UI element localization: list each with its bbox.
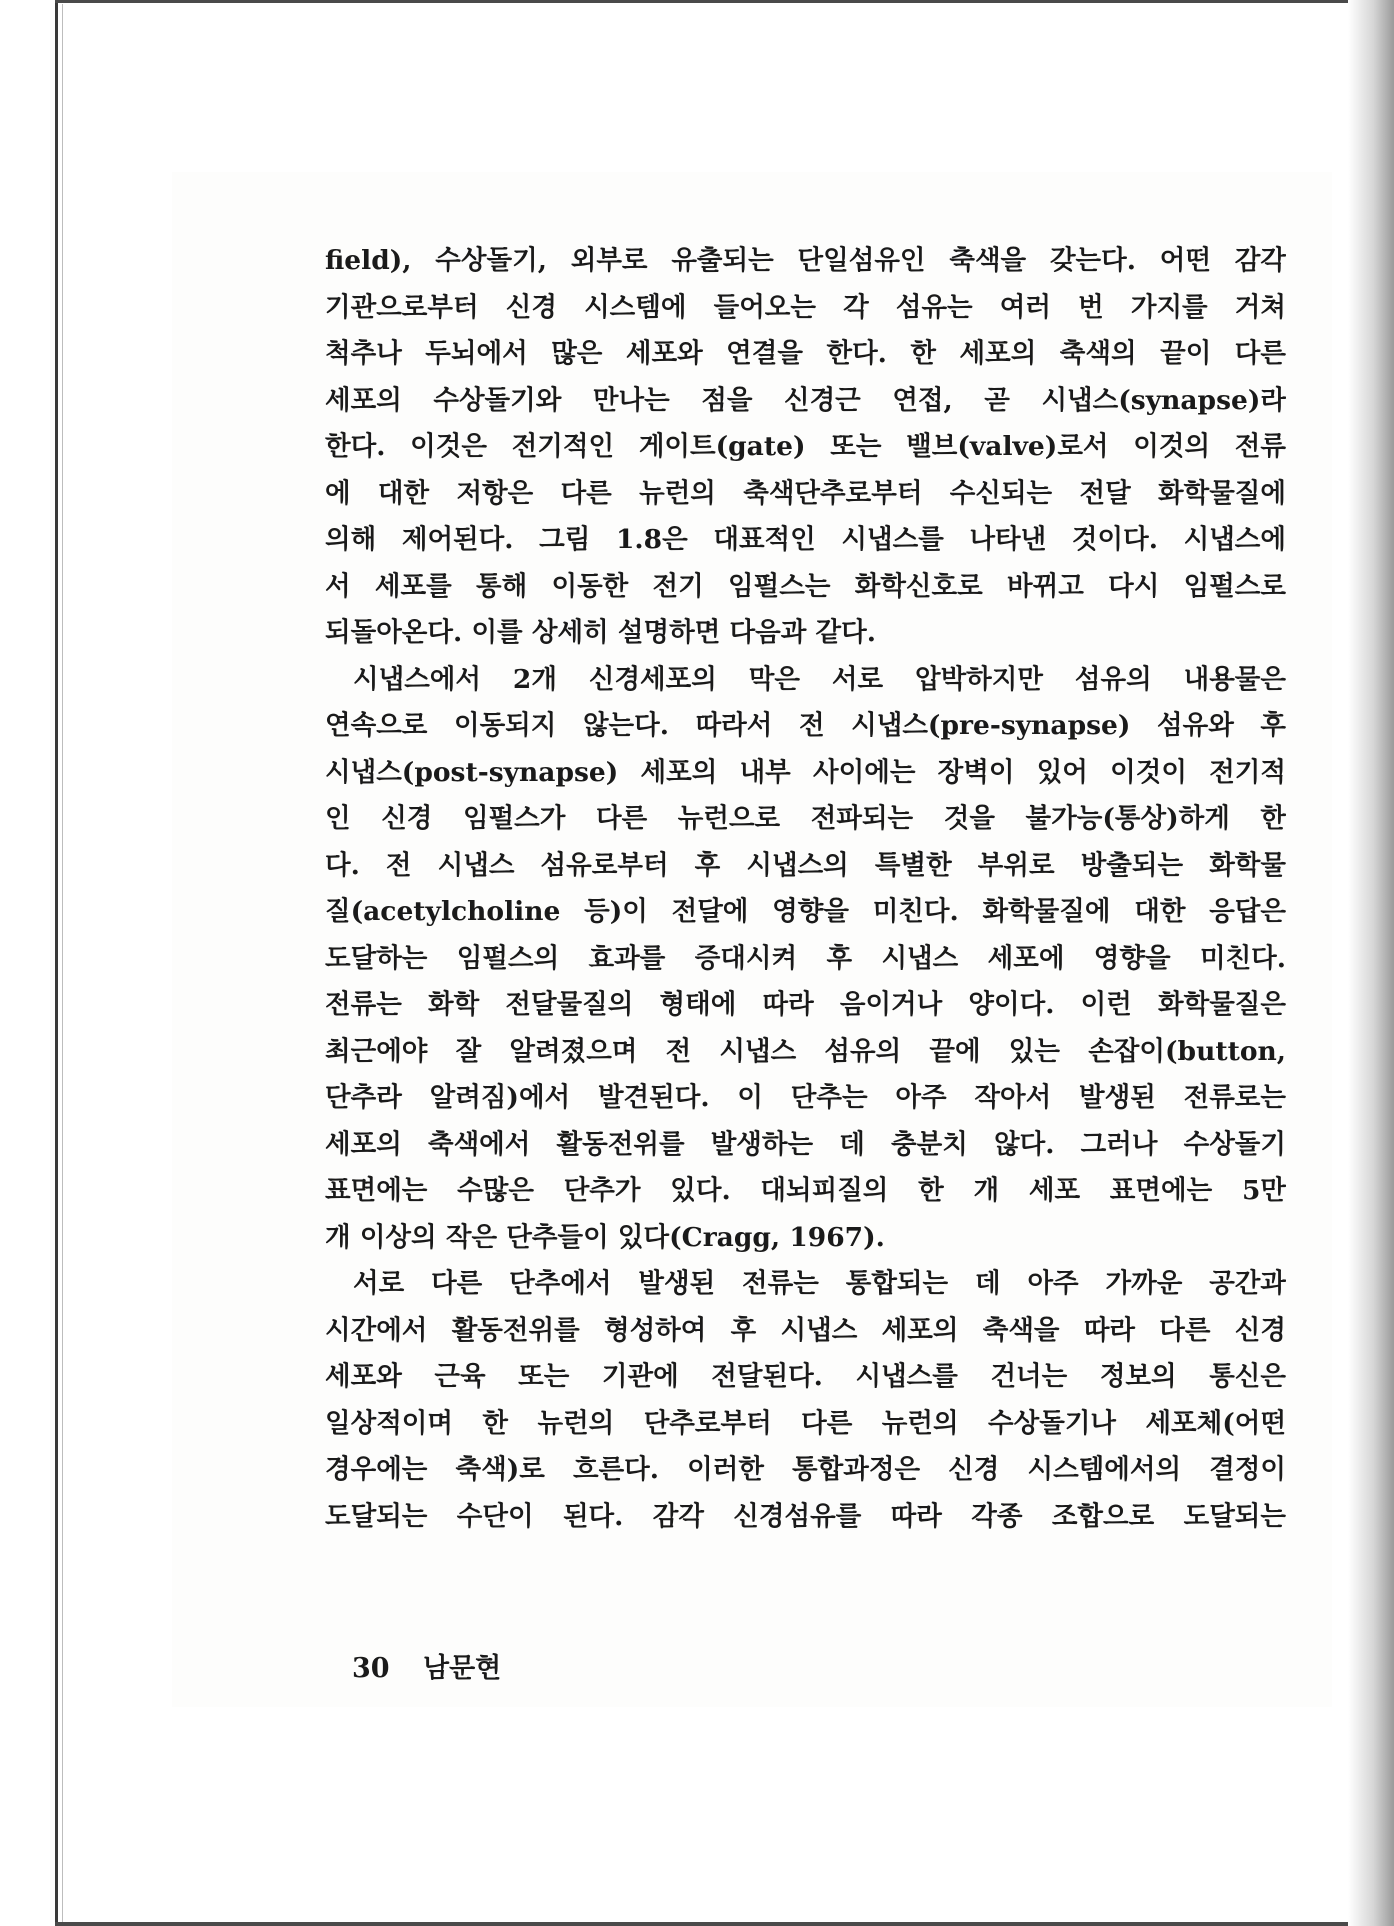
text-line: 되돌아온다. 이를 상세히 설명하면 다음과 같다. <box>325 617 876 648</box>
footer-author: 남문현 <box>422 1653 502 1684</box>
right-page-shadow <box>1348 0 1394 1926</box>
text-line: 기관으로부터 신경 시스템에 들어오는 각 섬유는 여러 번 가지를 거쳐 <box>325 291 1286 323</box>
text-line: 도달되는 수단이 된다. 감각 신경섬유를 따라 각종 조합으로 도달되는 <box>325 1500 1286 1532</box>
text-line: field), 수상돌기, 외부로 유출되는 단일섬유인 축색을 갖는다. 어떤 감각 <box>325 245 1286 276</box>
text-line: 도달하는 임펄스의 효과를 증대시켜 후 시냅스 세포에 영향을 미친다. <box>325 942 1286 974</box>
body-text <box>325 238 1286 1540</box>
text-line: 최근에야 잘 알려졌으며 전 시냅스 섬유의 끝에 있는 손잡이(button, <box>325 1035 1286 1067</box>
text-line: 질(acetylcholine 등)이 전달에 영향을 미친다. 화학물질에 대한 응답은 <box>325 896 1286 927</box>
left-page-edge-inner <box>62 4 63 1922</box>
page-footer <box>352 1646 501 1685</box>
text-line: 표면에는 수많은 단추가 있다. 대뇌피질의 한 개 세포 표면에는 5만 <box>325 1175 1286 1206</box>
page-number: 30 <box>352 1653 390 1684</box>
text-line: 세포의 축색에서 활동전위를 발생하는 데 충분치 않다. 그러나 수상돌기 <box>325 1128 1286 1160</box>
text-line: 일상적이며 한 뉴런의 단추로부터 다른 뉴런의 수상돌기나 세포체(어떤 <box>325 1407 1286 1439</box>
text-line: 서로 다른 단추에서 발생된 전류는 통합되는 데 아주 가까운 공간과 <box>353 1268 1286 1299</box>
bottom-page-edge <box>55 1922 1394 1926</box>
text-line: 한다. 이것은 전기적인 게이트(gate) 또는 밸브(valve)로서 이것의 전류 <box>325 431 1286 462</box>
text-line: 서 세포를 통해 이동한 전기 임펄스는 화학신호로 바뀌고 다시 임펄스로 <box>325 570 1286 602</box>
text-line: 인 신경 임펄스가 다른 뉴런으로 전파되는 것을 불가능(통상)하게 한 <box>325 803 1286 834</box>
text-line: 시간에서 활동전위를 형성하여 후 시냅스 세포의 축색을 따라 다른 신경 <box>325 1314 1286 1346</box>
left-margin <box>0 0 52 1926</box>
text-line: 의해 제어된다. 그림 1.8은 대표적인 시냅스를 나타낸 것이다. 시냅스에 <box>325 524 1286 555</box>
text-line: 시냅스에서 2개 신경세포의 막은 서로 압박하지만 섬유의 내용물은 <box>353 663 1286 695</box>
text-line: 세포와 근육 또는 기관에 전달된다. 시냅스를 건너는 정보의 통신은 <box>325 1361 1286 1392</box>
text-line: 세포의 수상돌기와 만나는 점을 신경근 연접, 곧 시냅스(synapse)라 <box>325 384 1286 416</box>
text-line: 개 이상의 작은 단추들이 있다(Cragg, 1967). <box>325 1221 885 1253</box>
left-page-edge <box>55 2 58 1924</box>
text-line: 척추나 두뇌에서 많은 세포와 연결을 한다. 한 세포의 축색의 끝이 다른 <box>325 338 1286 369</box>
top-page-edge <box>55 0 1375 3</box>
text-line: 연속으로 이동되지 않는다. 따라서 전 시냅스(pre-synapse) 섬유와 후 <box>325 710 1286 741</box>
text-line: 에 대한 저항은 다른 뉴런의 축색단추로부터 수신되는 전달 화학물질에 <box>325 477 1286 509</box>
text-line: 다. 전 시냅스 섬유로부터 후 시냅스의 특별한 부위로 방출되는 화학물 <box>325 849 1286 881</box>
text-line: 전류는 화학 전달물질의 형태에 따라 음이거나 양이다. 이런 화학물질은 <box>325 989 1286 1020</box>
text-line: 단추라 알려짐)에서 발견된다. 이 단추는 아주 작아서 발생된 전류로는 <box>325 1082 1286 1113</box>
text-line: 시냅스(post-synapse) 세포의 내부 사이에는 장벽이 있어 이것이 전기적 <box>325 756 1286 788</box>
text-line: 경우에는 축색)로 흐른다. 이러한 통합과정은 신경 시스템에서의 결정이 <box>325 1454 1286 1485</box>
